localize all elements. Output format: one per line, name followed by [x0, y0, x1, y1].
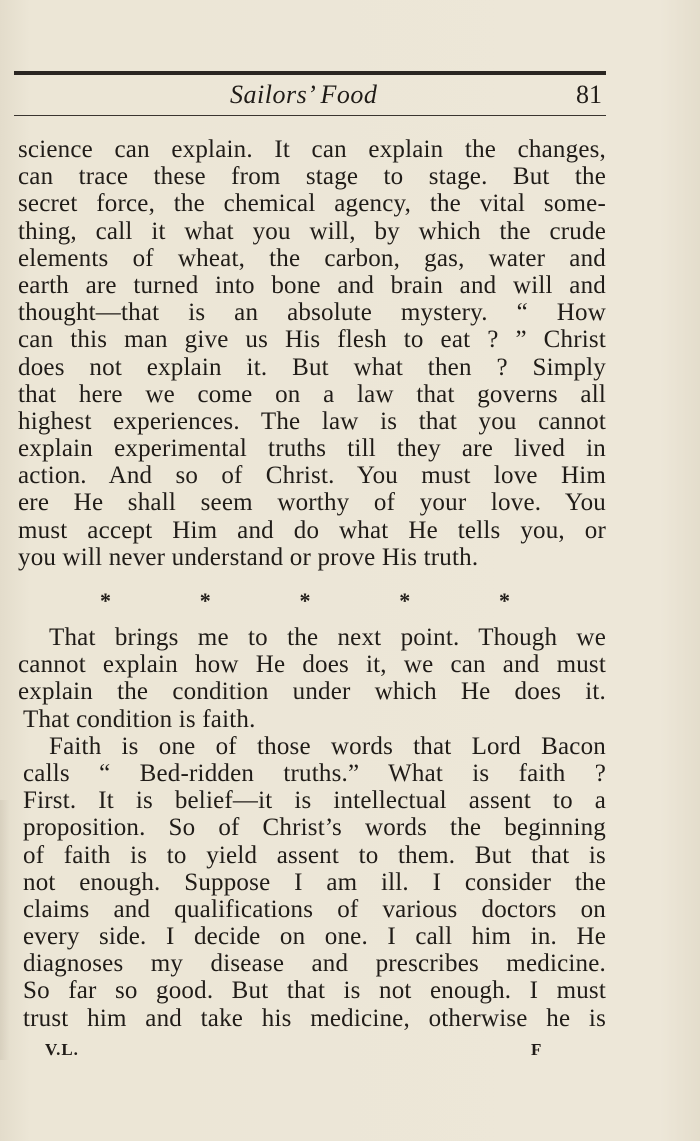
- text-line: highest experiences. The law is that you cannot: [18, 407, 606, 435]
- text-line: So far so good. But that is not enough. I must: [23, 977, 606, 1005]
- text-line: explain experimental truths till they are lived in: [18, 435, 606, 463]
- text-line: science can explain. It can explain the changes,: [18, 136, 606, 163]
- separator-star: *: [499, 588, 510, 613]
- text-line: action. And so of Christ. You must love Him: [18, 462, 606, 490]
- margin-shadow: [0, 800, 10, 1060]
- text-line: that here we come on a law that governs all: [18, 380, 606, 408]
- text-line: That condition is faith.: [23, 705, 256, 733]
- text-line: thing, call it what you will, by which the crude: [18, 217, 606, 245]
- text-line: can trace these from stage to stage. But the: [18, 163, 606, 191]
- text-line: First. It is belief—it is intellectual assent to a: [23, 787, 606, 815]
- text-line: proposition. So of Christ’s words the beginning: [23, 814, 606, 842]
- section-separator: [100, 588, 510, 614]
- top-rule: [14, 71, 606, 75]
- text-line: does not explain it. But what then ? Simply: [18, 353, 606, 381]
- text-line: trust him and take his medicine, otherwise he is: [23, 1004, 606, 1032]
- text-line: earth are turned into bone and brain and will and: [18, 271, 606, 299]
- paragraph-1: [18, 136, 606, 571]
- text-line: explain the condition under which He does it.: [18, 678, 606, 706]
- text-line: must accept Him and do what He tells you, or: [18, 516, 606, 544]
- text-line: calls “ Bed-ridden truths.” What is faith ?: [23, 759, 606, 787]
- text-line: secret force, the chemical agency, the vital some-: [18, 190, 606, 218]
- text-line: can this man give us His flesh to eat ? ” Christ: [18, 326, 606, 354]
- text-line: you will never understand or prove His truth.: [18, 543, 479, 571]
- text-line: elements of wheat, the carbon, gas, water and: [18, 244, 606, 272]
- separator-star: *: [399, 588, 411, 613]
- body-text-2: [18, 624, 606, 1032]
- text-line: Faith is one of those words that Lord Bacon: [49, 732, 606, 760]
- header-rule: [14, 115, 606, 116]
- text-line: of faith is to yield assent to them. But that is: [23, 841, 606, 869]
- signature-mark: V.L.: [45, 1040, 79, 1059]
- text-line: diagnoses my disease and prescribes medicine.: [23, 950, 606, 978]
- separator-star: *: [100, 588, 111, 613]
- text-line: cannot explain how He does it, we can and must: [18, 651, 606, 679]
- text-line: every side. I decide on one. I call him in. He: [23, 923, 606, 951]
- text-line: not enough. Suppose I am ill. I consider the: [23, 868, 606, 896]
- text-line: That brings me to the next point. Though we: [49, 624, 606, 651]
- text-line: thought—that is an absolute mystery. “ How: [18, 299, 606, 327]
- running-head: [14, 78, 606, 114]
- text-line: claims and qualifications of various doctors on: [23, 895, 606, 923]
- text-line: ere He shall seem worthy of your love. You: [18, 489, 606, 517]
- gathering-mark: F: [531, 1040, 542, 1059]
- separator-star: *: [199, 588, 211, 613]
- separator-star: *: [299, 588, 311, 613]
- running-title: Sailors’ Food: [230, 80, 378, 109]
- page-number: 81: [576, 80, 602, 109]
